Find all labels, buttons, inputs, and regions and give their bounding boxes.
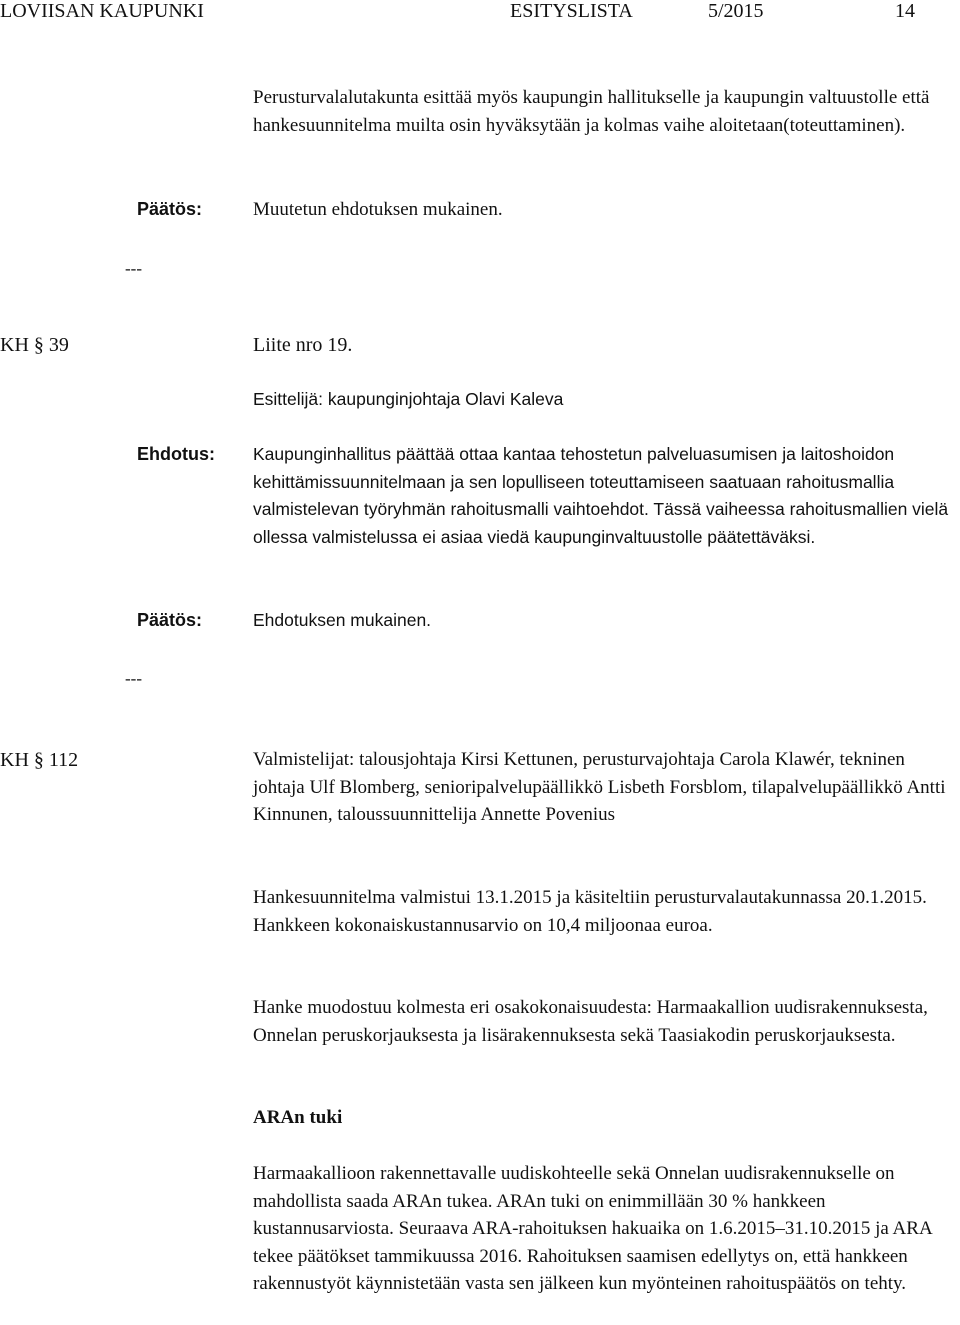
header-document-number: 5/2015: [708, 0, 764, 22]
section-number: KH § 39: [0, 334, 69, 356]
separator: ---: [125, 259, 142, 278]
decision-text: Muutetun ehdotuksen mukainen.: [253, 199, 503, 220]
decision-label: Päätös:: [137, 610, 203, 630]
ara-heading: ARAn tuki: [253, 1107, 343, 1128]
ara-support-paragraph: Harmaakallioon rakennettavalle uudiskohteelle sekä Onnelan uudisrakennukselle on mahdollista saada ARAn tukea. ARAn tuki on enimmillään 30 % hankkeen kustannusarviosta. Seuraava ARA-rahoituksen hakuaika on 1.6.2015–31.10.2015 ja ARA tekee päätökset tammikuussa 2016. Rahoituksen saamisen edellytys on, että hankkeen rakennustyöt käynnistetään vasta sen jälkeen kun myönteinen rahoituspäätös on tehty.: [253, 1163, 932, 1294]
decision-text: Ehdotuksen mukainen.: [253, 610, 432, 630]
header-organization: LOVIISAN KAUPUNKI: [0, 0, 204, 22]
perusturva-proposal-paragraph: Perusturvalalutakunta esittää myös kaupungin hallitukselle ja kaupungin valtuustolle että hankesuunnitelma muilta osin hyväksytään ja kolmas vaihe aloitetaan(toteuttaminen).: [253, 87, 930, 136]
preparers-paragraph: Valmistelijat: talousjohtaja Kirsi Kettunen, perusturvajohtaja Carola Klawér, tekninen johtaja Ulf Blomberg, senioripalvelupäällikkö Lisbeth Forsblom, tilapalvelupäällikkö Antti Kinnunen, taloussuunnittelija Annette Povenius: [253, 749, 946, 825]
decision-label: Päätös:: [137, 199, 203, 219]
section-number: KH § 112: [0, 749, 79, 771]
hankesuunnitelma-paragraph: Hankesuunnitelma valmistui 13.1.2015 ja käsiteltiin perusturvalautakunnassa 20.1.2015. Hankkeen kokonaiskustannusarvio on 10,4 miljoonaa euroa.: [253, 887, 927, 936]
proposal-label: Ehdotus:: [137, 444, 215, 464]
separator: ---: [125, 669, 142, 688]
page-header: [0, 0, 960, 22]
presenter-line: Esittelijä: kaupunginjohtaja Olavi Kaleva: [253, 389, 564, 409]
subprojects-paragraph: Hanke muodostuu kolmesta eri osakokonaisuudesta: Harmaakallion uudisrakennuksesta, Onnelan peruskorjauksesta ja lisärakennuksesta sekä Taasiakodin peruskorjauksesta.: [253, 997, 928, 1046]
header-page-number: 14: [895, 0, 915, 22]
header-document-type: ESITYSLISTA: [510, 0, 633, 22]
attachment-reference: Liite nro 19.: [253, 334, 353, 356]
proposal-text: Kaupunginhallitus päättää ottaa kantaa tehostetun palveluasumisen ja laitoshoidon kehittämissuunnitelmaan ja sen lopulliseen toteuttamiseen saatuaan rahoitusmallia valmistelevan työryhmän rahoitusmalli vaihtoehdot. Tässä vaiheessa rahoitusmallien vielä ollessa valmistelussa ei asiaa viedä kaupunginvaltuustolle päätettäväksi.: [253, 444, 949, 547]
